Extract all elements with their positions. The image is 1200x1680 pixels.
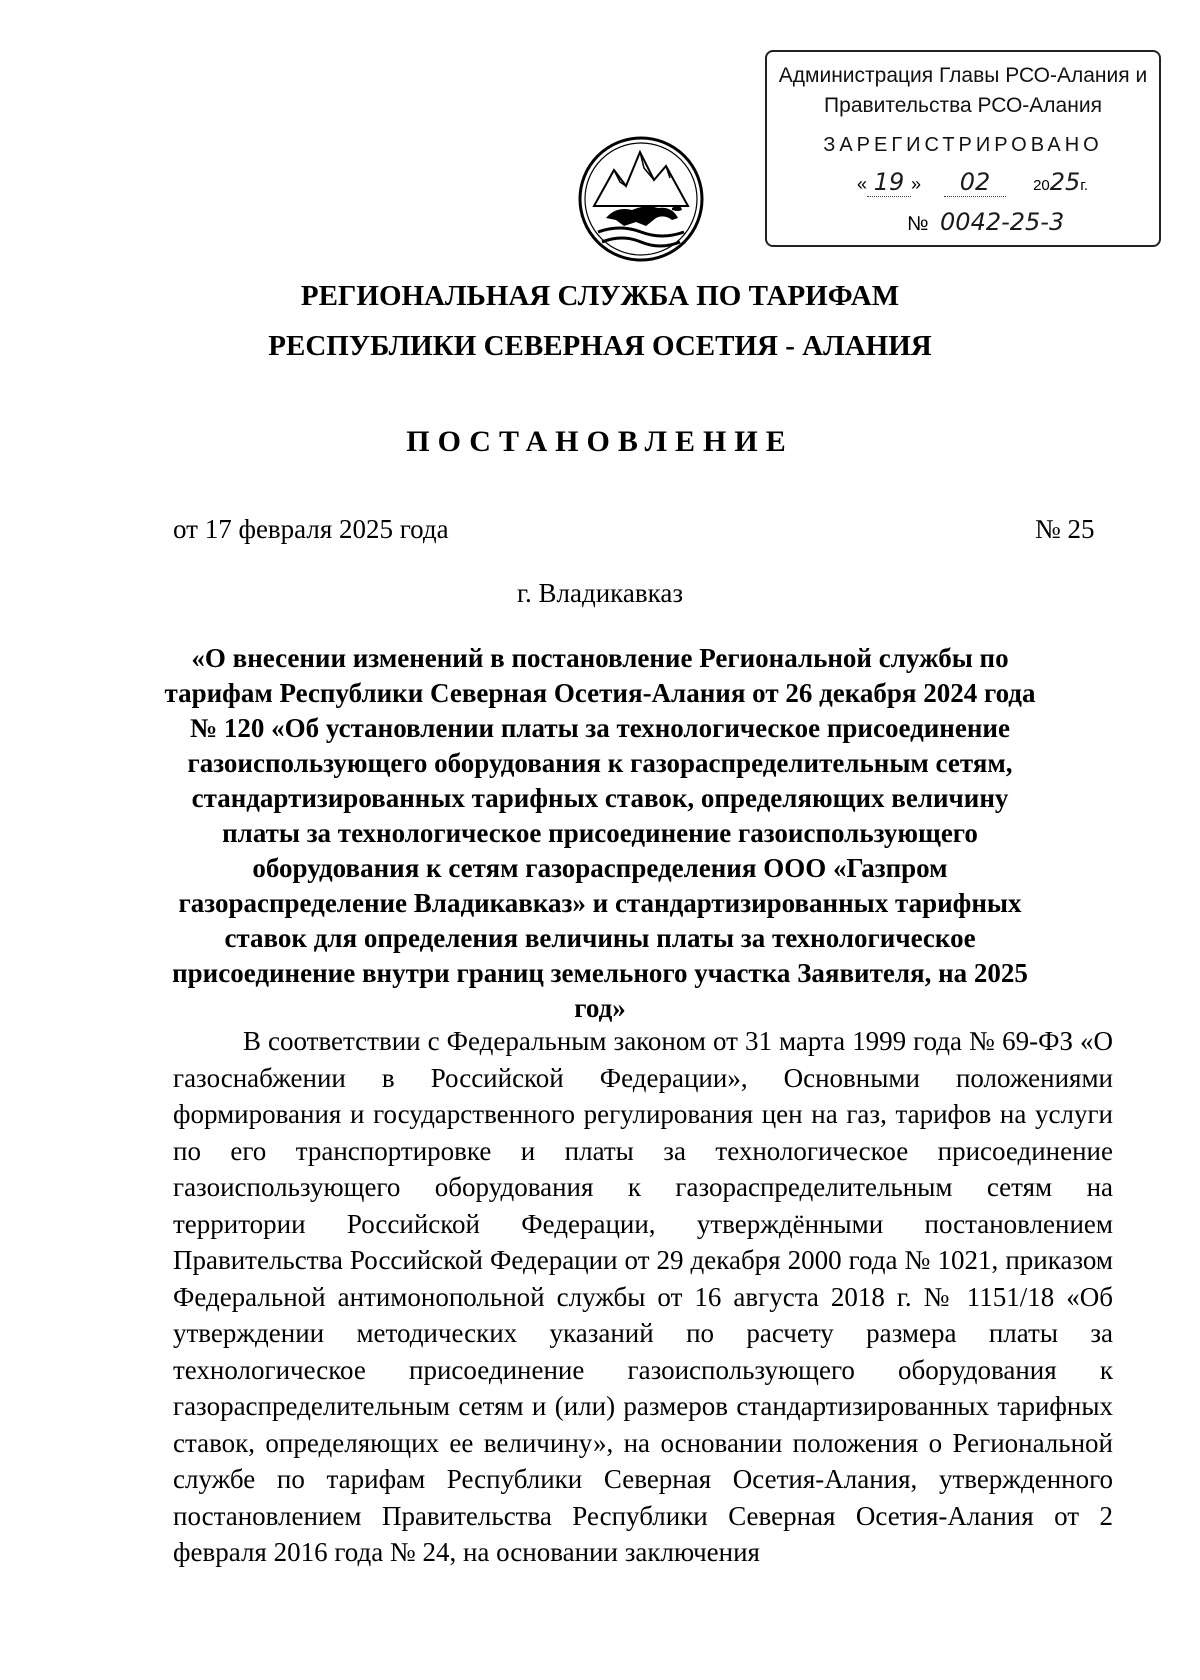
stamp-status: ЗАРЕГИСТРИРОВАНО [823,134,1103,156]
document-date: от 17 февраля 2025 года [173,514,449,544]
stamp-number [907,208,1064,236]
stamp-org-line-1: Администрация Главы РСО-Алания и [778,64,1148,87]
stamp-year: 25 [1049,168,1081,196]
stamp-year-prefix: 20 [1033,177,1050,194]
organization-line-1: РЕГИОНАЛЬНАЯ СЛУЖБА ПО ТАРИФАМ [300,280,900,312]
stamp-number-label: № [907,213,929,235]
stamp-month: 02 [944,168,1006,197]
organization-line-2: РЕСПУБЛИКИ СЕВЕРНАЯ ОСЕТИЯ - АЛАНИЯ [268,330,932,362]
registration-stamp [765,50,1161,247]
document-city: г. Владикавказ [517,578,683,608]
stamp-org-line-2: Правительства РСО-Алания [824,94,1102,117]
document-type: ПОСТАНОВЛЕНИЕ [406,425,794,458]
document-title: «О внесении изменений в постановление Региональной службы по тарифам Республики Северная Осетия-Алания от 26 декабря 2024 года № 120 «Об установлении платы за технологическое присоединение газоиспользующего оборудования к газораспределительным сетям, стандартизированных тарифных ставок, определяющих величину платы за технологическое присоединение газоиспользующего оборудования к сетям газораспределения ООО «Газпром газораспределение Владикавказ» и стандартизированных тарифных ставок для определения величины платы за технологическое присоединение внутри границ земельного участка Заявителя, на 2025 год» [164,643,1036,1023]
stamp-day-open: « [857,174,868,194]
stamp-date [857,168,1147,202]
stamp-day: 19 [867,168,911,197]
body-paragraph: В соответствии с Федеральным законом от 31 марта 1999 года № 69-ФЗ «О газоснабжении в Российской Федерации», Основными положениями формирования и государственного регулирования цен на газ, тарифов на услуги по его транспортировке и платы за технологическое присоединение газоиспользующего оборудования к газораспределительным сетям на территории Российской Федерации, утверждёнными постановлением Правительства Российской Федерации от 29 декабря 2000 года № 1021, приказом Федеральной антимонопольной службы от 16 августа 2018 г. № 1151/18 «Об утверждении методических указаний по расчету размера платы за технологическое присоединение газоиспользующего оборудования к газораспределительным сетям и (или) размеров стандартизированных тарифных ставок, определяющих ее величину», на основании положения о Региональной службе по тарифам Республики Северная Осетия-Алания, утвержденного постановлением Правительства Республики Северная Осетия-Алания от 2 февраля 2016 года № 24, на основании заключения [173,1026,1113,1567]
stamp-year-suffix: г. [1080,177,1089,194]
stamp-day-close: » [911,174,922,194]
stamp-number-value: 0042-25-3 [940,208,1065,236]
document-number: № 25 [1035,514,1095,544]
emblem-icon [576,134,706,264]
